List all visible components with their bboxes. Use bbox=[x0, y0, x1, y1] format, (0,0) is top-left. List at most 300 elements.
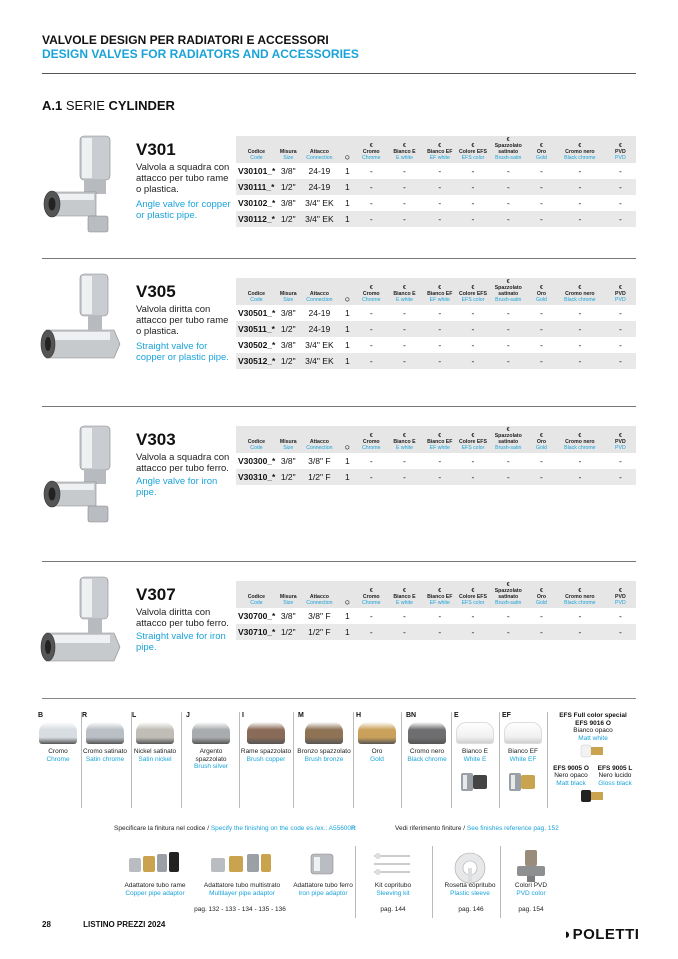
finish-letter: R bbox=[82, 712, 88, 719]
row-connection: 1/2" F bbox=[300, 469, 339, 485]
row-price: - bbox=[471, 611, 475, 621]
valve-image bbox=[36, 575, 128, 680]
row-code: V30512_* bbox=[236, 353, 277, 369]
efs-code-2: EFS 9005 O bbox=[553, 764, 589, 772]
finish-name-it: Nickel satinato bbox=[133, 748, 177, 755]
row-price: - bbox=[555, 179, 605, 195]
header-divider bbox=[42, 73, 636, 74]
table-row bbox=[236, 305, 636, 321]
finish-name-en: Black chrome bbox=[407, 755, 447, 763]
row-price: - bbox=[387, 179, 422, 195]
finish-swatch-satin-nickel bbox=[130, 712, 180, 763]
row-price: - bbox=[387, 353, 422, 369]
product-desc-it: Valvola diritta con attacco per tubo ferro. bbox=[136, 607, 229, 629]
col-spazz: € Spazzolato satinato Brush-satin bbox=[489, 426, 528, 453]
accessory-name-it: Adattatore tubo multistrato bbox=[203, 882, 281, 889]
row-price: - bbox=[457, 211, 488, 227]
row-code: V30101_* bbox=[238, 166, 276, 176]
row-price: - bbox=[506, 611, 510, 621]
finish-letter: EF bbox=[502, 712, 511, 719]
page-ref-pvd: pag. 154 bbox=[518, 906, 544, 913]
table-row bbox=[236, 195, 636, 211]
row-price: - bbox=[369, 198, 373, 208]
row-price: - bbox=[403, 198, 406, 208]
row-price: - bbox=[506, 308, 510, 318]
row-price: - bbox=[540, 308, 543, 318]
row-size: 3/8" bbox=[280, 308, 296, 318]
row-price: - bbox=[457, 179, 488, 195]
col-nero: € Cromo nero Black chrome bbox=[555, 278, 605, 305]
efs-color-1-it: Bianco opaco bbox=[573, 727, 613, 734]
row-price: - bbox=[369, 340, 373, 350]
col-nero: € Cromo nero Black chrome bbox=[555, 581, 605, 608]
fitting-icon bbox=[500, 769, 546, 798]
col-biancoef: € Bianco EF EF white bbox=[422, 136, 457, 163]
row-qty: 1 bbox=[339, 469, 356, 485]
row-price: - bbox=[618, 166, 622, 176]
finish-name-en: Gold bbox=[370, 755, 384, 763]
row-connection: 3/4" EK bbox=[300, 211, 339, 227]
finish-name-it: Bianco E bbox=[461, 748, 489, 755]
col-biancoef: € Bianco EF EF white bbox=[422, 278, 457, 305]
row-connection: 24-19 bbox=[308, 166, 331, 176]
row-price: - bbox=[506, 198, 510, 208]
finish-swatch-brush-copper bbox=[240, 712, 292, 763]
row-price: - bbox=[605, 353, 636, 369]
row-connection: 24-19 bbox=[300, 321, 339, 337]
brand-logo: ◗POLETTI bbox=[563, 926, 640, 943]
row-price: - bbox=[540, 198, 543, 208]
col-pvd: € PVD PVD bbox=[605, 581, 636, 608]
accessory-name-en: Iron pipe adaptor bbox=[298, 889, 348, 897]
row-qty: 1 bbox=[339, 624, 356, 640]
product-divider bbox=[42, 561, 636, 562]
finish-cap-icon bbox=[504, 722, 542, 744]
row-price: - bbox=[471, 340, 475, 350]
finish-cap-icon bbox=[456, 722, 494, 744]
row-connection: 3/8" F bbox=[308, 611, 331, 621]
finish-swatch-white-e bbox=[452, 712, 498, 798]
finish-letter: J bbox=[186, 712, 190, 719]
header-title-en: DESIGN VALVES FOR RADIATORS AND ACCESSORIES bbox=[42, 47, 359, 61]
row-price: - bbox=[422, 624, 457, 640]
row-price: - bbox=[438, 340, 442, 350]
row-price: - bbox=[471, 308, 475, 318]
row-connection: 3/4" EK bbox=[305, 340, 334, 350]
finish-letter: BN bbox=[406, 712, 417, 719]
row-price: - bbox=[356, 321, 387, 337]
row-price: - bbox=[457, 469, 488, 485]
row-qty: 1 bbox=[339, 353, 356, 369]
section-name: CYLINDER bbox=[108, 98, 175, 113]
accessory-name-en: Copper pipe adaptor bbox=[125, 889, 185, 897]
finish-name-en: Brush copper bbox=[246, 755, 286, 763]
row-price: - bbox=[369, 166, 373, 176]
row-price: - bbox=[528, 624, 555, 640]
finish-cap-icon bbox=[39, 722, 77, 744]
row-price: - bbox=[489, 211, 528, 227]
finish-name-en: Chrome bbox=[46, 755, 70, 763]
section-title bbox=[42, 98, 175, 113]
row-size: 1/2" bbox=[277, 179, 300, 195]
row-price: - bbox=[578, 456, 582, 466]
table-row bbox=[236, 211, 636, 227]
col-oro: € Oro Gold bbox=[528, 136, 555, 163]
row-price: - bbox=[489, 353, 528, 369]
price-table bbox=[236, 278, 636, 369]
row-price: - bbox=[528, 179, 555, 195]
price-table bbox=[236, 426, 636, 485]
col-cromo: € Cromo Chrome bbox=[356, 426, 387, 453]
row-price: - bbox=[369, 456, 373, 466]
col-cromo: € Cromo Chrome bbox=[356, 278, 387, 305]
row-code: V30710_* bbox=[236, 624, 277, 640]
row-code: V30111_* bbox=[236, 179, 277, 195]
row-price: - bbox=[471, 456, 475, 466]
col-biancoe: € Bianco E E white bbox=[387, 278, 422, 305]
table-row bbox=[236, 469, 636, 485]
row-price: - bbox=[489, 624, 528, 640]
fitting-icon bbox=[452, 769, 498, 798]
finish-name-it: Cromo bbox=[48, 748, 68, 755]
col-cromo: € Cromo Chrome bbox=[356, 581, 387, 608]
row-price: - bbox=[578, 308, 582, 318]
row-connection: 24-19 bbox=[308, 308, 331, 318]
col-attacco: Attacco Connection bbox=[300, 426, 339, 453]
row-price: - bbox=[489, 469, 528, 485]
table-row bbox=[236, 624, 636, 640]
finish-cap-icon bbox=[136, 722, 174, 744]
row-qty: 1 bbox=[345, 611, 350, 621]
row-connection: 1/2" F bbox=[300, 624, 339, 640]
finish-name-it: Argento spazzolato bbox=[195, 748, 227, 763]
row-price: - bbox=[528, 353, 555, 369]
row-price: - bbox=[555, 211, 605, 227]
table-row bbox=[236, 321, 636, 337]
row-price: - bbox=[369, 611, 373, 621]
product-code: V305 bbox=[136, 282, 176, 301]
finish-name-it: Bianco EF bbox=[508, 748, 538, 755]
row-price: - bbox=[422, 353, 457, 369]
footer-page-number: 28 bbox=[42, 920, 51, 929]
accessory-separator bbox=[355, 846, 356, 918]
row-price: - bbox=[369, 308, 373, 318]
col-pvd: € PVD PVD bbox=[605, 278, 636, 305]
finish-letter: B bbox=[38, 712, 44, 719]
finish-separator bbox=[181, 712, 182, 808]
accessory-icon bbox=[120, 848, 190, 882]
finish-cap-icon bbox=[192, 722, 230, 744]
accessory-iron-pipe-adaptor bbox=[288, 848, 358, 897]
row-qty: 1 bbox=[339, 321, 356, 337]
finish-swatch-brush-silver bbox=[184, 712, 238, 771]
row-price: - bbox=[422, 469, 457, 485]
finish-cap-icon bbox=[247, 722, 285, 744]
row-size: 1/2" bbox=[277, 211, 300, 227]
finish-swatch-black-chrome bbox=[404, 712, 450, 763]
col-codice: Codice Code bbox=[236, 426, 277, 453]
efs-color-3-en: Gloss black bbox=[598, 779, 632, 787]
footer-title: LISTINO PREZZI 2024 bbox=[83, 920, 166, 929]
row-price: - bbox=[422, 179, 457, 195]
finish-letter: L bbox=[132, 712, 137, 719]
row-connection: 3/8" F bbox=[308, 456, 331, 466]
row-price: - bbox=[438, 308, 442, 318]
finish-letter: I bbox=[242, 712, 244, 719]
finish-name-en: Satin nickel bbox=[138, 755, 172, 763]
col-pvd: € PVD PVD bbox=[605, 136, 636, 163]
accessory-sleeving-kit bbox=[368, 848, 418, 897]
row-code: V30300_* bbox=[238, 456, 276, 466]
row-price: - bbox=[618, 456, 622, 466]
row-size: 3/8" bbox=[280, 340, 296, 350]
row-price: - bbox=[457, 353, 488, 369]
finish-name-en: Brush silver bbox=[194, 763, 228, 770]
qty-box-icon: ⬡ bbox=[339, 426, 356, 453]
row-price: - bbox=[356, 179, 387, 195]
row-price: - bbox=[438, 166, 442, 176]
row-price: - bbox=[618, 611, 622, 621]
row-price: - bbox=[540, 166, 543, 176]
finish-separator bbox=[293, 712, 294, 808]
efs-code-3: EFS 9005 L bbox=[597, 764, 633, 772]
row-price: - bbox=[489, 321, 528, 337]
finish-separator bbox=[401, 712, 402, 808]
row-qty: 1 bbox=[345, 308, 350, 318]
footer bbox=[42, 920, 195, 929]
row-price: - bbox=[438, 611, 442, 621]
row-price: - bbox=[438, 198, 442, 208]
col-biancoef: € Bianco EF EF white bbox=[422, 581, 457, 608]
col-spazz: € Spazzolato satinato Brush-satin bbox=[489, 278, 528, 305]
row-price: - bbox=[471, 166, 475, 176]
col-codice: Codice Code bbox=[236, 278, 277, 305]
row-size: 3/8" bbox=[280, 198, 296, 208]
accessory-name-it: Rosetta copritubo bbox=[444, 882, 496, 889]
price-table bbox=[236, 581, 636, 640]
row-connection: 3/4" EK bbox=[305, 198, 334, 208]
accessory-name-it: Colori PVD bbox=[514, 882, 548, 889]
row-price: - bbox=[555, 469, 605, 485]
product-desc-en: Angle valve for iron pipe. bbox=[136, 476, 218, 498]
col-efs: € Colore EFS EFS color bbox=[457, 426, 488, 453]
section-prefix: A.1 bbox=[42, 98, 63, 113]
accessory-name-en: Multilayer pipe adaptor bbox=[209, 889, 275, 897]
row-price: - bbox=[605, 211, 636, 227]
row-price: - bbox=[356, 211, 387, 227]
table-row bbox=[236, 179, 636, 195]
qty-box-icon: ⬡ bbox=[339, 136, 356, 163]
row-price: - bbox=[422, 211, 457, 227]
row-price: - bbox=[403, 456, 406, 466]
row-code: V30112_* bbox=[236, 211, 277, 227]
row-price: - bbox=[457, 624, 488, 640]
row-qty: 1 bbox=[339, 179, 356, 195]
row-price: - bbox=[387, 624, 422, 640]
row-price: - bbox=[528, 211, 555, 227]
accessory-name-en: PVD color bbox=[516, 889, 546, 897]
efs-color-2-it: Nero opaco bbox=[554, 772, 588, 779]
row-price: - bbox=[457, 321, 488, 337]
finish-cap-icon bbox=[408, 722, 446, 744]
row-price: - bbox=[555, 624, 605, 640]
product-code: V303 bbox=[136, 430, 176, 449]
efs-black-fitting-icon bbox=[579, 787, 607, 805]
product-divider bbox=[42, 406, 636, 407]
valve-image bbox=[36, 420, 128, 529]
accessory-name-it: Adattatore tubo ferro bbox=[293, 882, 353, 889]
col-spazz: € Spazzolato satinato Brush-satin bbox=[489, 581, 528, 608]
row-price: - bbox=[578, 198, 582, 208]
logo-mark-icon: ◗ bbox=[563, 926, 573, 943]
valve-image bbox=[36, 272, 128, 377]
row-code: V30102_* bbox=[238, 198, 276, 208]
page-ref-adaptors: pag. 132 - 133 - 134 - 135 - 136 bbox=[194, 906, 286, 913]
finish-separator bbox=[547, 712, 548, 808]
row-price: - bbox=[578, 340, 582, 350]
accessory-name-en: Sleeving kit bbox=[376, 889, 410, 897]
row-price: - bbox=[578, 611, 582, 621]
row-price: - bbox=[506, 166, 510, 176]
product-desc-it: Valvola diritta con attacco per tubo rame o plastica. bbox=[136, 304, 229, 337]
finish-swatch-satin-chrome bbox=[80, 712, 130, 763]
finish-swatch-chrome bbox=[36, 712, 80, 763]
finish-name-it: Cromo nero bbox=[409, 748, 445, 755]
col-codice: Codice Code bbox=[236, 136, 277, 163]
row-price: - bbox=[578, 166, 582, 176]
efs-color-2-en: Matt black bbox=[556, 779, 586, 787]
accessory-copper-pipe-adaptor bbox=[120, 848, 190, 897]
row-price: - bbox=[618, 308, 622, 318]
row-price: - bbox=[605, 469, 636, 485]
row-price: - bbox=[489, 179, 528, 195]
qty-box-icon: ⬡ bbox=[339, 581, 356, 608]
finish-name-it: Oro bbox=[371, 748, 383, 755]
col-codice: Codice Code bbox=[236, 581, 277, 608]
col-attacco: Attacco Connection bbox=[300, 581, 339, 608]
col-pvd: € PVD PVD bbox=[605, 426, 636, 453]
row-price: - bbox=[555, 321, 605, 337]
row-price: - bbox=[403, 308, 406, 318]
row-price: - bbox=[387, 321, 422, 337]
row-price: - bbox=[605, 179, 636, 195]
finish-name-en: Brush bronze bbox=[304, 755, 344, 763]
product-desc-it: Valvola a squadra con attacco per tubo rame o plastica. bbox=[136, 162, 230, 195]
row-size: 3/8" bbox=[280, 456, 296, 466]
row-qty: 1 bbox=[339, 211, 356, 227]
accessory-name-it: Kit copritubo bbox=[374, 882, 412, 889]
accessory-plastic-sleeve bbox=[440, 848, 500, 897]
row-size: 3/8" bbox=[280, 166, 296, 176]
efs-special-colors bbox=[550, 712, 636, 808]
product-desc-en: Straight valve for iron pipe. bbox=[136, 631, 226, 653]
row-price: - bbox=[605, 321, 636, 337]
product-divider bbox=[42, 258, 636, 259]
efs-color-1-en: Matt white bbox=[578, 734, 608, 742]
col-oro: € Oro Gold bbox=[528, 426, 555, 453]
product-code: V301 bbox=[136, 140, 176, 159]
table-row bbox=[236, 608, 636, 624]
finish-name-en: White EF bbox=[509, 755, 537, 763]
row-price: - bbox=[422, 321, 457, 337]
col-efs: € Colore EFS EFS color bbox=[457, 581, 488, 608]
row-code: V30501_* bbox=[238, 308, 276, 318]
row-price: - bbox=[403, 166, 406, 176]
row-qty: 1 bbox=[345, 198, 350, 208]
row-price: - bbox=[403, 340, 406, 350]
header-title-it: VALVOLE DESIGN PER RADIATORI E ACCESSORI bbox=[42, 33, 329, 47]
qty-box-icon: ⬡ bbox=[339, 278, 356, 305]
finish-name-en: White E bbox=[463, 755, 487, 763]
finishes-divider bbox=[42, 698, 636, 699]
finish-swatch-brush-bronze bbox=[296, 712, 352, 763]
finish-letter: E bbox=[454, 712, 459, 719]
row-price: - bbox=[387, 211, 422, 227]
finish-name-it: Bronzo spazzolato bbox=[297, 748, 351, 755]
row-price: - bbox=[528, 469, 555, 485]
finish-cap-icon bbox=[358, 722, 396, 744]
row-price: - bbox=[605, 624, 636, 640]
accessory-multilayer-pipe-adaptor bbox=[200, 848, 284, 897]
row-connection: 24-19 bbox=[300, 179, 339, 195]
table-row bbox=[236, 337, 636, 353]
col-attacco: Attacco Connection bbox=[300, 136, 339, 163]
row-size: 1/2" bbox=[277, 353, 300, 369]
row-price: - bbox=[471, 198, 475, 208]
product-code: V307 bbox=[136, 585, 176, 604]
row-price: - bbox=[356, 469, 387, 485]
col-nero: € Cromo nero Black chrome bbox=[555, 136, 605, 163]
row-price: - bbox=[438, 456, 442, 466]
page-ref-rosetta: pag. 146 bbox=[458, 906, 484, 913]
row-qty: 1 bbox=[345, 456, 350, 466]
col-nero: € Cromo nero Black chrome bbox=[555, 426, 605, 453]
accessory-name-en: Plastic sleeve bbox=[450, 889, 490, 897]
table-row bbox=[236, 453, 636, 469]
accessory-icon bbox=[288, 848, 358, 882]
section-label: SERIE bbox=[65, 98, 105, 113]
finish-reference-note: Vedi riferimento finiture / See finishes reference pag. 152 bbox=[395, 825, 559, 832]
price-table bbox=[236, 136, 636, 227]
col-efs: € Colore EFS EFS color bbox=[457, 278, 488, 305]
row-price: - bbox=[528, 321, 555, 337]
row-price: - bbox=[356, 624, 387, 640]
col-oro: € Oro Gold bbox=[528, 581, 555, 608]
row-price: - bbox=[540, 340, 543, 350]
col-biancoe: € Bianco E E white bbox=[387, 426, 422, 453]
row-price: - bbox=[618, 340, 622, 350]
row-price: - bbox=[387, 469, 422, 485]
product-desc-it: Valvola a squadra con attacco per tubo ferro. bbox=[136, 452, 230, 474]
accessory-icon bbox=[368, 848, 418, 882]
col-spazz: € Spazzolato satinato Brush-satin bbox=[489, 136, 528, 163]
col-biancoe: € Bianco E E white bbox=[387, 136, 422, 163]
col-oro: € Oro Gold bbox=[528, 278, 555, 305]
accessory-name-it: Adattatore tubo rame bbox=[124, 882, 186, 889]
col-misura: Misura Size bbox=[277, 581, 300, 608]
row-price: - bbox=[540, 611, 543, 621]
row-size: 1/2" bbox=[277, 469, 300, 485]
finish-cap-icon bbox=[86, 722, 124, 744]
col-biancoef: € Bianco EF EF white bbox=[422, 426, 457, 453]
row-price: - bbox=[506, 340, 510, 350]
efs-white-fitting-icon bbox=[579, 742, 607, 760]
accessory-pvd-color bbox=[506, 848, 556, 897]
row-code: V30700_* bbox=[238, 611, 276, 621]
col-misura: Misura Size bbox=[277, 136, 300, 163]
efs-code-1: EFS 9016 O bbox=[575, 719, 611, 727]
finish-swatch-white-ef bbox=[500, 712, 546, 798]
